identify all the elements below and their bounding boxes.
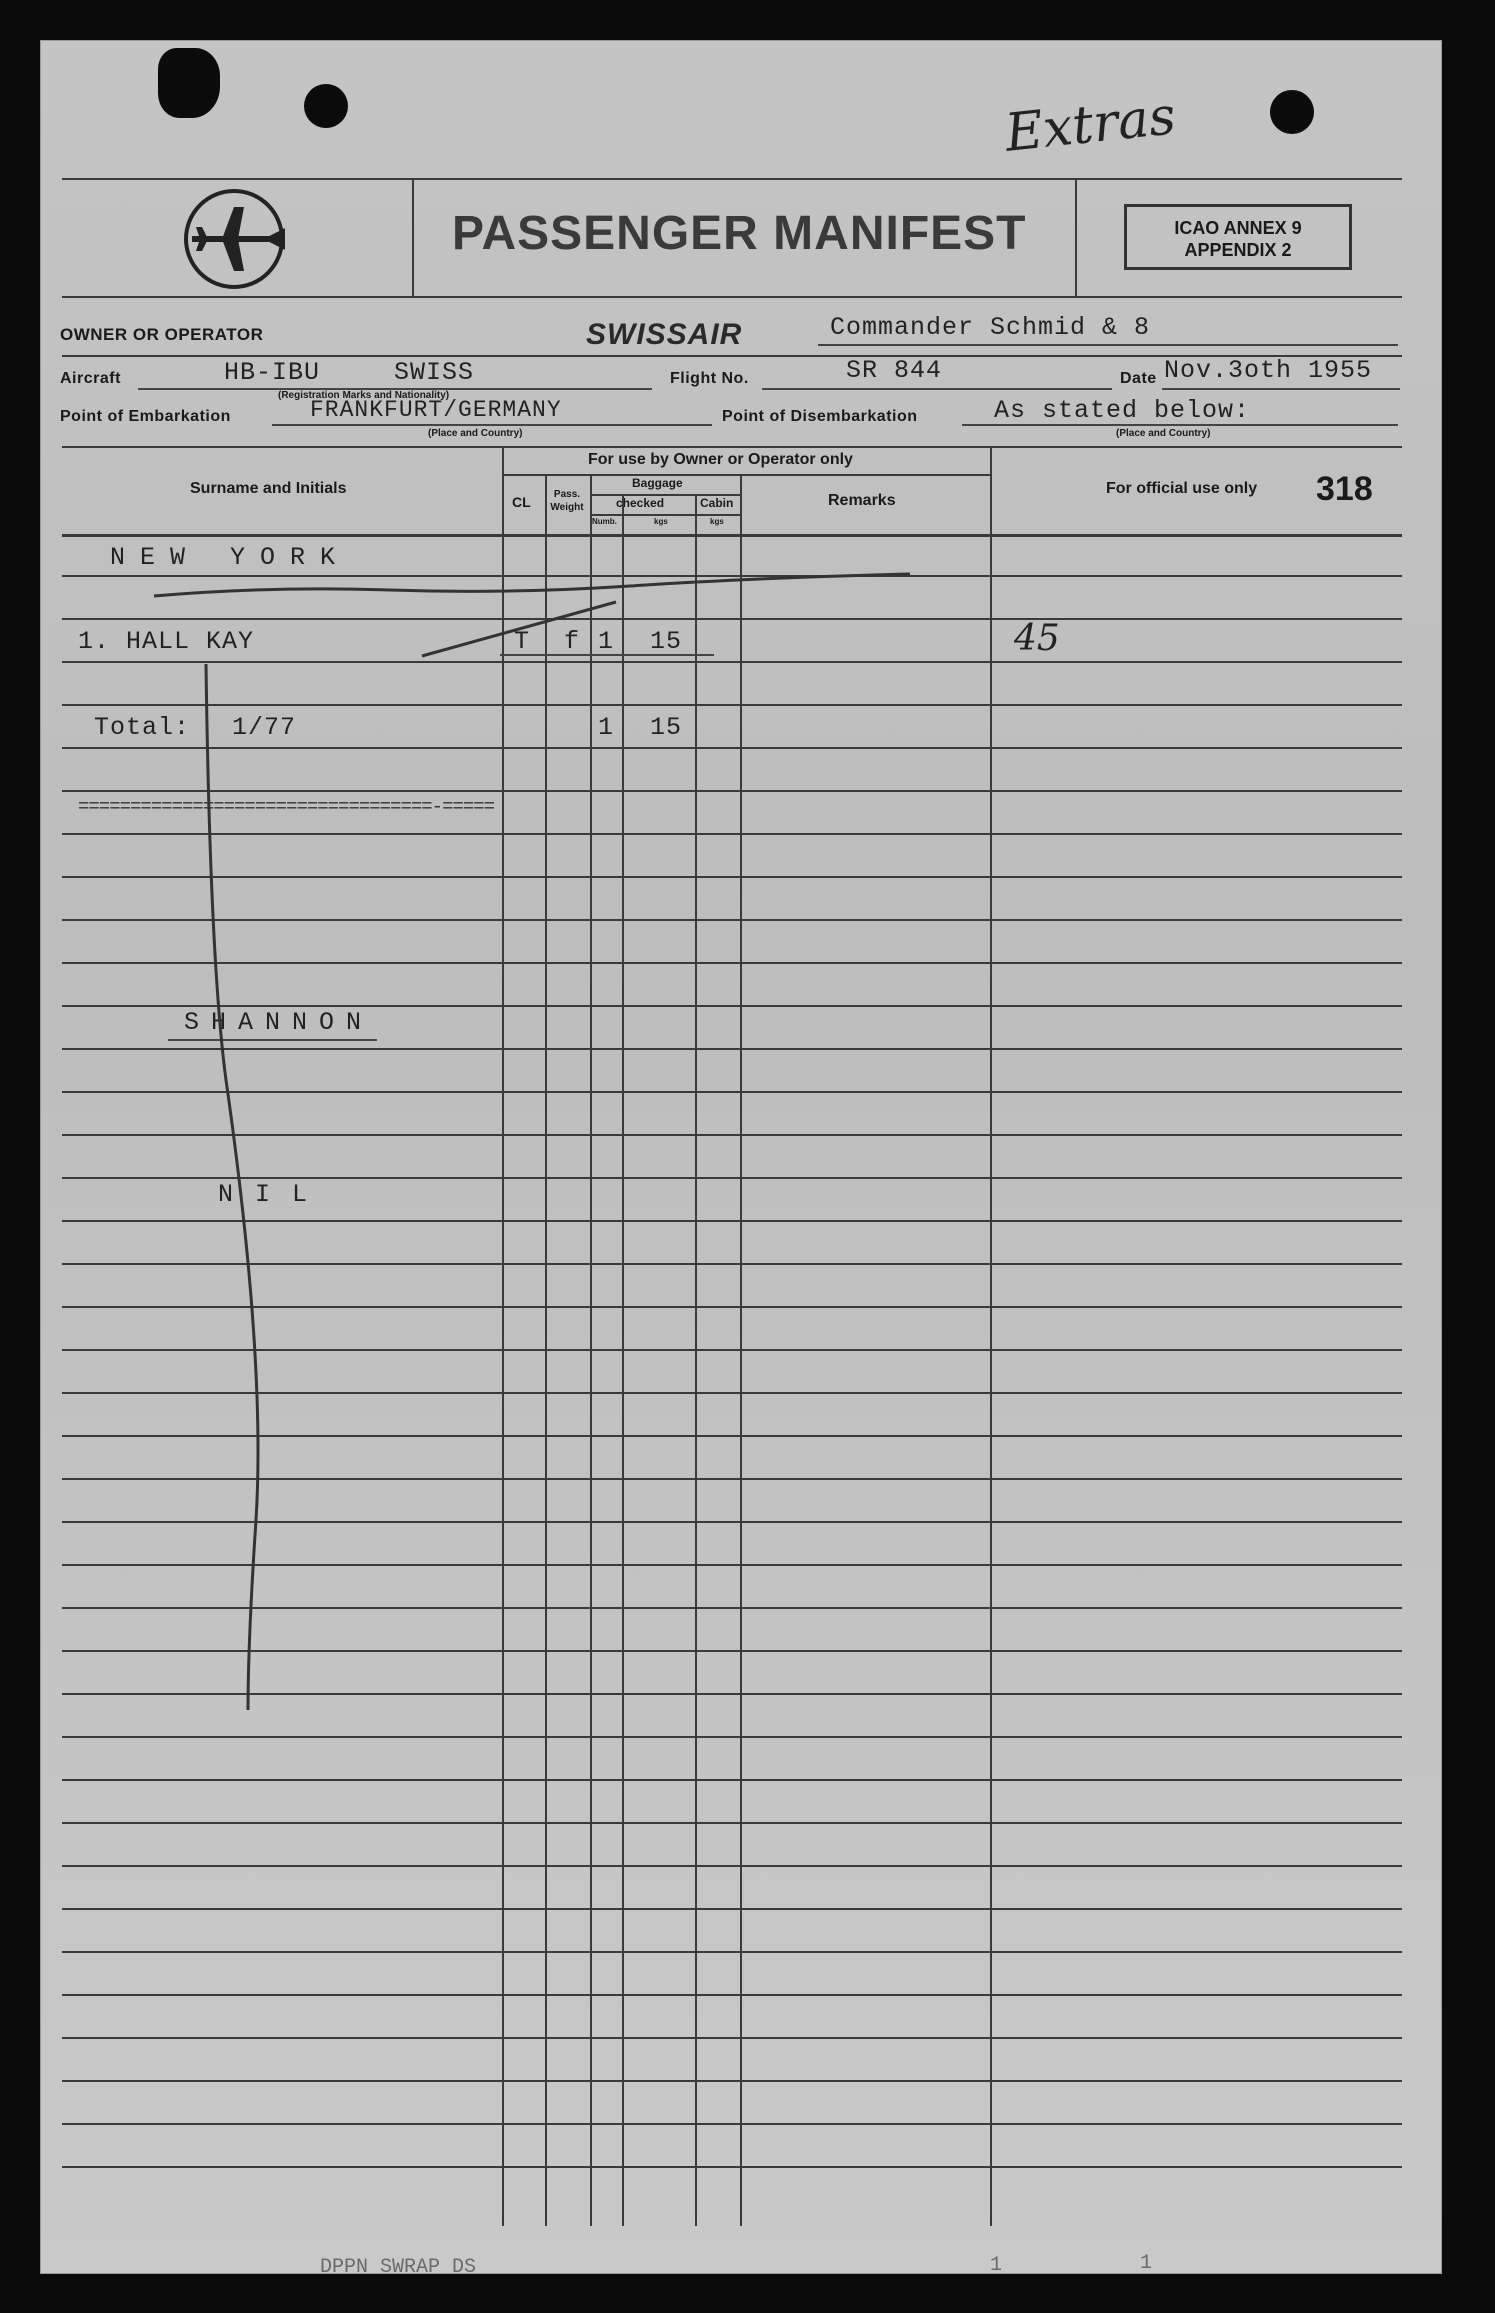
annex-line2: APPENDIX 2	[1184, 240, 1292, 260]
cabin-kgs-header: kgs	[710, 517, 724, 526]
registration-caption: (Registration Marks and Nationality)	[278, 390, 450, 401]
ruled-line	[62, 1736, 1402, 1738]
embarkation-label: Point of Embarkation	[60, 408, 231, 425]
cabin-header: Cabin	[700, 496, 734, 510]
column-line-name	[502, 446, 504, 2226]
ruled-line	[62, 2166, 1402, 2168]
column-line-remarks	[990, 446, 992, 2226]
ruled-line	[62, 2123, 1402, 2125]
airplane-logo-icon	[182, 187, 286, 291]
passenger-weight: f	[564, 627, 581, 656]
disembarkation-value: As stated below:	[994, 396, 1251, 425]
total-label: Total:	[94, 713, 191, 742]
ruled-line	[62, 2037, 1402, 2039]
column-line-kgs	[695, 494, 697, 2226]
footer-cutoff-num2: 1	[1140, 2252, 1153, 2275]
official-number: 318	[1316, 470, 1373, 508]
separator-line: ==================================-=====	[78, 796, 495, 818]
total-bag-count: 1	[598, 713, 615, 742]
date-label: Date	[1120, 370, 1157, 387]
ruled-line	[62, 1822, 1402, 1824]
flight-number-value: SR 844	[846, 356, 943, 385]
punch-hole-left	[304, 84, 348, 128]
embarkation-value: FRANKFURT/GERMANY	[310, 397, 562, 423]
place-caption-right: (Place and Country)	[1116, 428, 1211, 439]
ruled-line	[62, 618, 1402, 620]
ink-blot	[158, 48, 220, 118]
date-value: Nov.3oth 1955	[1164, 356, 1373, 385]
annex-line1: ICAO ANNEX 9	[1174, 218, 1302, 238]
passenger-class: T	[514, 627, 531, 656]
baggage-header: Baggage	[632, 476, 683, 490]
aircraft-reg-value: HB-IBU	[224, 358, 321, 387]
destination-shannon: SHANNON	[168, 1008, 377, 1041]
handwritten-note: Extras	[1002, 86, 1179, 164]
passenger-bag-kgs: 15	[650, 627, 683, 656]
total-bag-kgs: 15	[650, 713, 683, 742]
ruled-line	[62, 1865, 1402, 1867]
aircraft-label: Aircraft	[60, 370, 121, 387]
surname-header: Surname and Initials	[190, 480, 347, 497]
pass-weight-header: Pass. Weight	[550, 489, 584, 513]
official-use-header: For official use only	[1106, 480, 1258, 497]
nil-entry: NIL	[218, 1180, 330, 1209]
passenger-bag-count: 1	[598, 627, 615, 656]
destination-new-york: NEW YORK	[110, 543, 351, 572]
commander-value: Commander Schmid & 8	[830, 313, 1151, 342]
footer-cutoff-text: DPPN SWRAP DS	[320, 2256, 477, 2279]
ruled-line	[62, 1779, 1402, 1781]
icao-annex-box	[1124, 204, 1352, 270]
ruled-line	[62, 1908, 1402, 1910]
remarks-header: Remarks	[828, 492, 896, 509]
official-handwritten-value: 45	[1014, 618, 1060, 659]
owner-use-header: For use by Owner or Operator only	[588, 451, 853, 468]
checked-header: checked	[616, 496, 665, 510]
punch-hole-right	[1270, 90, 1314, 134]
page-title: PASSENGER MANIFEST	[452, 207, 1027, 260]
footer-cutoff-num1: 1	[990, 2254, 1003, 2277]
numb-header: Numb.	[592, 517, 617, 526]
cl-header: CL	[512, 494, 531, 510]
ruled-line	[62, 1951, 1402, 1953]
handwritten-vertical-stroke	[196, 660, 296, 1720]
ruled-line	[62, 534, 1402, 537]
disembarkation-label: Point of Disembarkation	[722, 408, 918, 425]
column-line-numb	[622, 494, 624, 2226]
aircraft-nationality-value: SWISS	[394, 358, 475, 387]
ruled-line	[62, 2080, 1402, 2082]
flight-label: Flight No.	[670, 370, 749, 387]
airline-logo-text: SWISSAIR	[586, 318, 743, 351]
passenger-entry: 1. HALL KAY	[78, 627, 255, 656]
kgs-header: kgs	[654, 517, 668, 526]
place-caption-left: (Place and Country)	[428, 428, 523, 439]
ruled-line	[62, 1994, 1402, 1996]
total-value: 1/77	[232, 713, 297, 742]
owner-label: OWNER OR OPERATOR	[60, 325, 264, 344]
